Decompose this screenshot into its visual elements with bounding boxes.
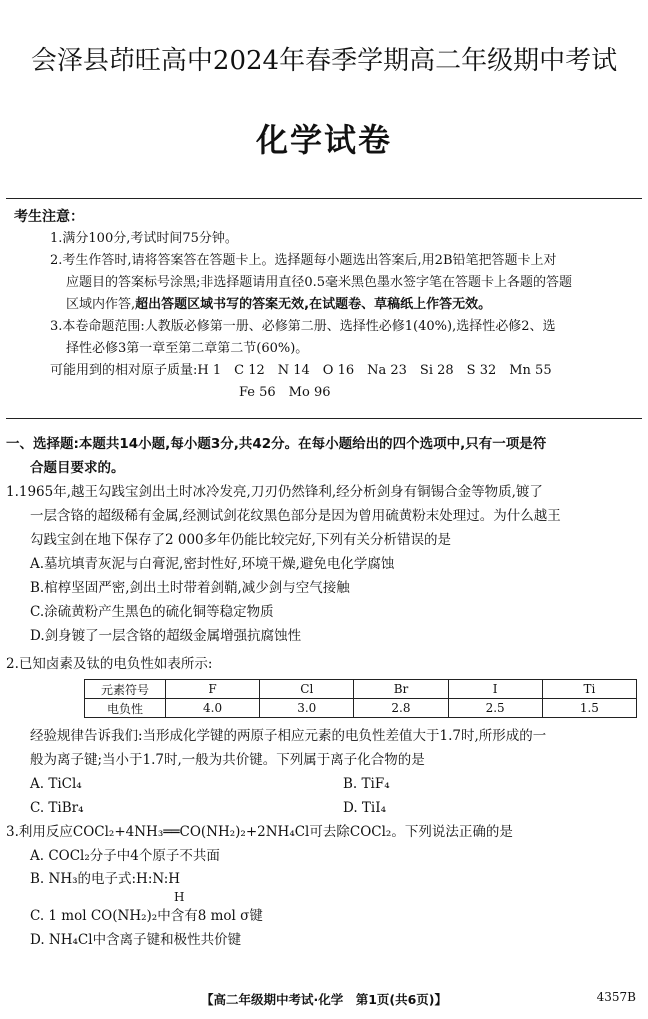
notice-atoms-a: 可能用到的相对原子质量:H 1 C 12 N 14 O 16 Na 23 Si 28 S 32 Mn 55 <box>50 363 552 378</box>
q2-option-c: C. TiBr₄ <box>30 800 84 816</box>
section-heading-a: 一、选择题:本题共14小题,每小题3分,共42分。在每小题给出的四个选项中,只有一项是符 <box>6 436 547 452</box>
exam-title: 会泽县茚旺高中2024年春季学期高二年级期中考试 <box>30 46 618 76</box>
table-cell: F <box>166 680 260 699</box>
q1-option-c: C.涂硫黄粉产生黑色的硫化铜等稳定物质 <box>30 604 274 620</box>
question-2-body <box>6 724 636 820</box>
exam-subtitle: 化学试卷 <box>255 121 392 159</box>
notice-label: 考生注意： <box>14 209 84 225</box>
question-3 <box>6 820 636 952</box>
q1-stem-a: 1.1965年,越王勾践宝剑出土时冰冷发亮,刀刃仍然锋利,经分析剑身有铜锡合金等物质,镀了 <box>6 484 543 500</box>
table-cell: 电负性 <box>85 699 166 718</box>
question-1 <box>6 480 636 648</box>
table-cell: 1.5 <box>542 699 636 718</box>
table-cell: 元素符号 <box>85 680 166 699</box>
top-divider <box>6 198 642 199</box>
question-2-stem <box>6 652 636 676</box>
q2-option-d: D. TiI₄ <box>343 800 386 816</box>
q1-option-a: A.墓坑填青灰泥与白膏泥,密封性好,环境干燥,避免电化学腐蚀 <box>30 556 395 572</box>
table-cell: Cl <box>260 680 354 699</box>
notice-item-3b: 择性必修3第一章至第二章第二节(60%)。 <box>66 341 309 356</box>
footer-code: 4357B <box>596 990 636 1004</box>
q2-option-a: A. TiCl₄ <box>30 776 82 792</box>
electronegativity-table <box>84 679 637 718</box>
table-cell: 2.8 <box>354 699 448 718</box>
table-cell: 2.5 <box>448 699 542 718</box>
table-cell: Ti <box>542 680 636 699</box>
q3-stem: 3.利用反应COCl₂+4NH₃══CO(NH₂)₂+2NH₄Cl可去除COCl₂。下列说法正确的是 <box>6 824 513 840</box>
section-heading <box>6 432 642 480</box>
notice-divider <box>6 418 642 419</box>
notice-item-2b: 应题目的答案标号涂黑;非选择题请用直径0.5毫米黑色墨水签字笔在答题卡上各题的答题 <box>66 275 573 290</box>
q2-rule-a: 经验规律告诉我们:当形成化学键的两原子相应元素的电负性差值大于1.7时,所形成的一 <box>30 728 547 744</box>
notice-item-1: 1.满分100分,考试时间75分钟。 <box>50 231 238 246</box>
notice-atoms-b: Fe 56 Mo 96 <box>239 385 331 400</box>
table-cell: 3.0 <box>260 699 354 718</box>
q2-rule-b: 般为离子键;当小于1.7时,一般为共价键。下列属于离子化合物的是 <box>30 752 425 768</box>
notice-item-2-bold: 超出答题区域书写的答案无效,在试题卷、草稿纸上作答无效。 <box>135 297 492 312</box>
q3-option-a: A. COCl₂分子中4个原子不共面 <box>30 848 220 864</box>
notice-item-3a: 3.本卷命题范围:人教版必修第一册、必修第二册、选择性必修1(40%),选择性必修2、选 <box>50 319 556 334</box>
q1-stem-b: 一层含铬的超级稀有金属,经测试剑花纹黑色部分是因为曾用硫黄粉末处理过。为什么越王 <box>30 508 561 524</box>
q3-option-d: D. NH₄Cl中含离子键和极性共价键 <box>30 932 242 948</box>
q2-options-row-2 <box>6 796 636 820</box>
notice-block <box>14 206 638 404</box>
q2-stem: 2.已知卤素及钛的电负性如表所示: <box>6 656 213 672</box>
q1-option-d: D.剑身镀了一层含铬的超级金属增强抗腐蚀性 <box>30 628 302 644</box>
table-cell: Br <box>354 680 448 699</box>
table-cell: I <box>448 680 542 699</box>
q3-option-b-h: H <box>174 890 185 904</box>
q2-option-b: B. TiF₄ <box>343 776 390 792</box>
q3-option-b: B. NH₃的电子式:H:N:H <box>30 871 181 887</box>
footer-center: 【高二年级期中考试·化学 第1页(共6页)】 <box>200 992 448 1007</box>
q3-option-c: C. 1 mol CO(NH₂)₂中含有8 mol σ键 <box>30 908 263 924</box>
table-cell: 4.0 <box>166 699 260 718</box>
section-heading-b: 合题目要求的。 <box>30 460 125 476</box>
q2-options-row-1 <box>6 772 636 796</box>
table-row <box>85 680 637 699</box>
notice-item-2a: 2.考生作答时,请将答案答在答题卡上。选择题每小题选出答案后,用2B铅笔把答题卡上对 <box>50 253 557 268</box>
q1-option-b: B.棺椁坚固严密,剑出土时带着剑鞘,减少剑与空气接触 <box>30 580 350 596</box>
notice-item-2c <box>14 294 638 316</box>
table-row <box>85 699 637 718</box>
q1-stem-c: 勾践宝剑在地下保存了2 000多年仍能比较完好,下列有关分析错误的是 <box>30 532 451 548</box>
notice-item-2c-text: 区域内作答, <box>66 297 136 312</box>
